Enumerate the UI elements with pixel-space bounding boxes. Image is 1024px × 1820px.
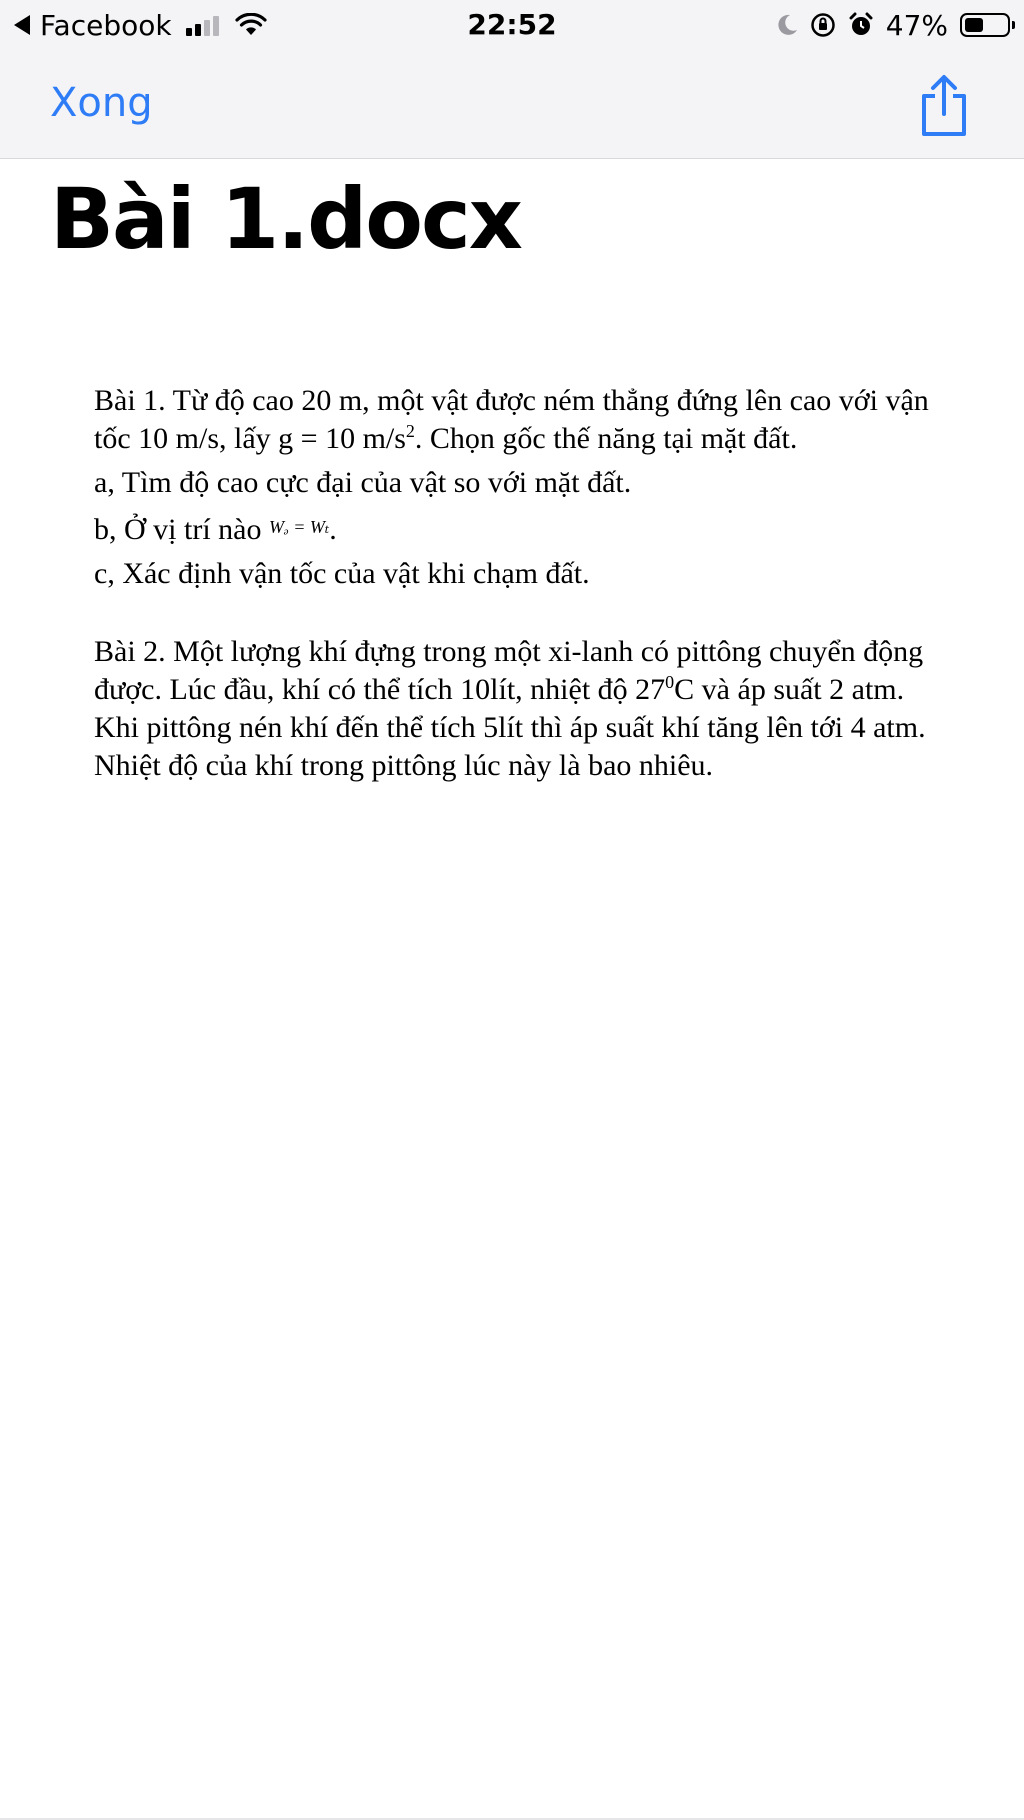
bai1-part-a: a, Tìm độ cao cực đại của vật so với mặt đất. bbox=[94, 466, 632, 499]
share-icon[interactable] bbox=[914, 72, 974, 138]
clock: 22:52 bbox=[467, 8, 557, 41]
document-content bbox=[94, 382, 944, 785]
bai1-part-b: b, Ở vị trí nào $^{Wₔ = W_t}$. bbox=[94, 513, 337, 546]
nav-bar bbox=[0, 50, 1024, 159]
battery-icon bbox=[960, 13, 1010, 37]
bai1-part-c: c, Xác định vận tốc của vật khi chạm đất. bbox=[94, 557, 590, 590]
moon-icon bbox=[776, 13, 798, 37]
alarm-icon bbox=[848, 12, 874, 38]
battery-percent: 47% bbox=[885, 8, 948, 42]
bai2-text: Bài 2. Một lượng khí đựng trong một xi-lanh có pittông chuyển động được. Lúc đầu, khí có thể tích 10lít, nhiệt độ $27^0C$ và áp suất 2 atm. Khi pittông nén khí đến thể tích 5lít thì áp suất khí tăng lên tới 4 atm. Nhiệt độ của khí trong pittông lúc này là bao nhiêu. bbox=[94, 635, 926, 782]
bai1-intro: Bài 1. Từ độ cao 20 m, một vật được ném thẳng đứng lên cao với vận tốc 10 m/s, lấy g = 10 $m/s^2$. Chọn gốc thế năng tại mặt đất. bbox=[94, 384, 929, 455]
energy-formula: Wₔ = Wₜ bbox=[268, 517, 330, 537]
status-icons bbox=[776, 8, 1010, 42]
orientation-lock-icon bbox=[810, 12, 836, 38]
status-bar bbox=[0, 0, 1024, 50]
page-title: Bài 1.docx bbox=[50, 170, 521, 268]
back-app-label: Facebook bbox=[40, 8, 172, 42]
done-button[interactable]: Xong bbox=[50, 80, 153, 126]
